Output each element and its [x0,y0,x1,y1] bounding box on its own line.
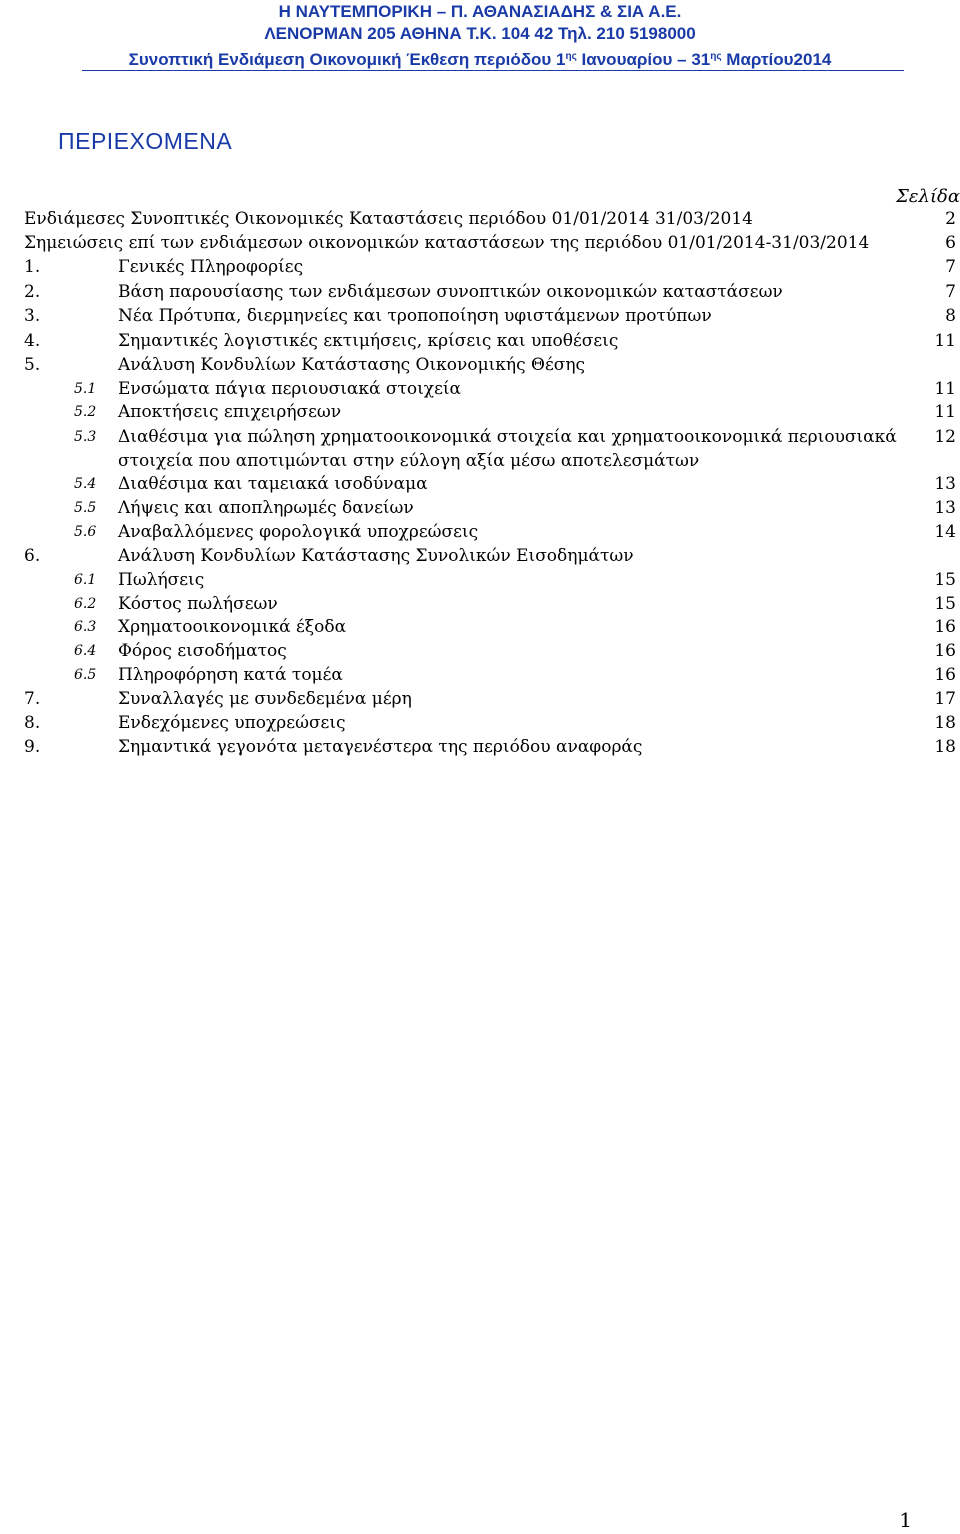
toc-entry-number: 5.4 [74,476,97,492]
company-name: Η ΝΑΥΤΕΜΠΟΡΙΚΗ – Π. ΑΘΑΝΑΣΙΑΔΗΣ & ΣΙΑ Α.Ε. [278,2,682,21]
toc-entry-title: Ενδιάμεσες Συνοπτικές Οικονομικές Καταστάσεις περιόδου 01/01/2014 31/03/2014 [24,209,753,229]
toc-entry-page: 11 [934,379,956,399]
toc-entry-title: Σημειώσεις επί των ενδιάμεσων οικονομικών καταστάσεων της περιόδου 01/01/2014-31/03/2014 [24,233,870,253]
toc-entry-page: 11 [934,402,956,422]
toc-entry-number: 3. [24,306,41,326]
toc-entry-number: 6.1 [74,572,97,588]
toc-entry-title: στοιχεία που αποτιμώνται στην εύλογη αξία μέσω αποτελεσμάτων [118,451,700,471]
contents-title: ΠΕΡΙΕΧΟΜΕΝΑ [58,128,233,154]
toc-entry-title: Γενικές Πληροφορίες [118,257,304,277]
toc-entry-number: 5. [24,355,41,375]
company-address: ΛΕΝΟΡΜΑΝ 205 ΑΘΗΝΑ Τ.Κ. 104 42 Τηλ. 210 5198000 [264,24,696,43]
toc-entry-title: Λήψεις και αποπληρωμές δανείων [118,498,414,518]
toc-entry-number: 6.3 [74,619,97,635]
toc-entry-number: 4. [24,331,41,351]
toc-entry-number: 5.2 [74,404,97,420]
toc-entry-title: Διαθέσιμα για πώληση χρηματοοικονομικά στοιχεία και χρηματοοικονομικά περιουσιακά [118,427,897,447]
toc-entry-title: Πληροφόρηση κατά τομέα [118,665,343,685]
toc-entry-number: 8. [24,713,41,733]
report-title: Συνοπτική Ενδιάμεση Οικονομική Έκθεση περιόδου $1^{\eta\varsigma}$ Ιανουαρίου – $31^{\eta\varsigma}$ Μαρτίου2014 [128,50,832,69]
toc-entry-title: Φόρος εισοδήματος [118,641,287,661]
toc-entry-page: 14 [934,522,956,542]
toc-entry-page: 13 [934,474,956,494]
toc-entry-title: Πωλήσεις [118,570,205,590]
header-rule [82,70,904,71]
toc-entry-number: 2. [24,282,41,302]
toc-entry-page: 2 [945,209,956,229]
toc-entry-title: Αναβαλλόμενες φορολογικά υποχρεώσεις [118,522,479,542]
toc-entry-page: 12 [934,427,956,447]
toc-entry-title: Σημαντικά γεγονότα μεταγενέστερα της περιόδου αναφοράς [118,737,643,757]
toc-entry-number: 6.4 [74,643,97,659]
toc-entry-title: Ενδεχόμενες υποχρεώσεις [118,713,346,733]
toc-entry-title: Βάση παρουσίασης των ενδιάμεσων συνοπτικών οικονομικών καταστάσεων [118,282,783,302]
toc-entry-title: Νέα Πρότυπα, διερμηνείες και τροποποίηση υφιστάμενων προτύπων [118,306,712,326]
toc-entry-page: 7 [945,282,956,302]
toc-entry-title: Κόστος πωλήσεων [118,594,278,614]
toc-entry-page: 8 [945,306,956,326]
toc-entry-page: 17 [934,689,956,709]
toc-entry-page: 11 [934,331,956,351]
toc-entry-page: 18 [934,713,956,733]
toc-entry-page: 16 [934,665,956,685]
toc-entry-page: 15 [934,570,956,590]
page-number: 1 [899,1508,912,1532]
toc-entry-number: 9. [24,737,41,757]
toc-entry-title: Σημαντικές λογιστικές εκτιμήσεις, κρίσεις και υποθέσεις [118,331,619,351]
toc-entry-title: Χρηματοοικονομικά έξοδα [118,617,347,637]
toc-entry-title: Συναλλαγές με συνδεδεμένα μέρη [118,689,412,709]
toc-entry-title: Ανάλυση Κονδυλίων Κατάστασης Συνολικών Εισοδημάτων [118,546,634,566]
toc-entry-page: 7 [945,257,956,277]
toc-entry-page: 13 [934,498,956,518]
toc-entry-page: 16 [934,641,956,661]
toc-entry-page: 16 [934,617,956,637]
toc-entry-number: 5.1 [74,381,97,397]
toc-entry-number: 1. [24,257,41,277]
toc-entry-page: 18 [934,737,956,757]
toc-entry-page: 6 [945,233,956,253]
toc-entry-number: 5.5 [74,500,97,516]
toc-entry-number: 6.5 [74,667,97,683]
toc-entry-title: Διαθέσιμα και ταμειακά ισοδύναμα [118,474,428,494]
toc-entry-number: 6.2 [74,596,97,612]
toc-entry-title: Ενσώματα πάγια περιουσιακά στοιχεία [118,379,462,399]
toc-entry-page: 15 [934,594,956,614]
toc-entry-number: 6. [24,546,41,566]
page-column-label: Σελίδα [896,186,960,207]
toc-entry-number: 5.3 [74,429,97,445]
toc-entry-number: 5.6 [74,524,97,540]
toc-entry-number: 7. [24,689,41,709]
toc-entry-title: Ανάλυση Κονδυλίων Κατάστασης Οικονομικής Θέσης [118,355,586,375]
toc-entry-title: Αποκτήσεις επιχειρήσεων [118,402,342,422]
